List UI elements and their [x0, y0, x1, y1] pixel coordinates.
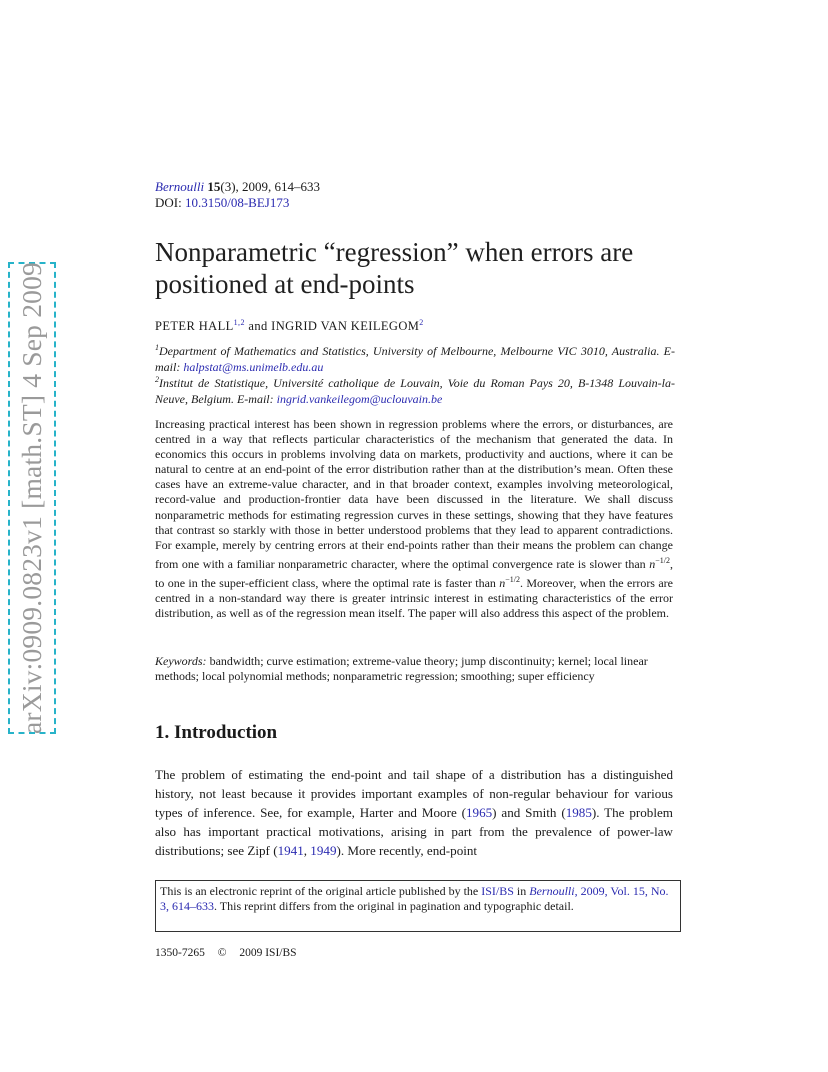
author-conjunction: and: [244, 319, 272, 333]
journal-issue-pages: (3), 2009, 614–633: [220, 179, 321, 194]
body-text: ). More recently, end-point: [336, 843, 478, 858]
notice-text: in: [513, 884, 530, 898]
section-title: Introduction: [174, 722, 278, 743]
citation-link[interactable]: 1941: [277, 843, 304, 858]
body-text: ) and Smith (: [492, 805, 566, 820]
author-name: INGRID VAN KEILEGOM: [271, 319, 420, 333]
citation-link[interactable]: 1949: [310, 843, 337, 858]
body-text: ,: [303, 843, 311, 858]
affiliation-text: Institut de Statistique, Université catholique de Louvain, Voie du Roman Pays 20, B-1348 Louvain-la-Neuve, Belgium. E-mail:: [155, 376, 675, 406]
affiliation-number: 1: [155, 343, 159, 352]
citation-link[interactable]: 1965: [465, 805, 493, 820]
abstract-text: Increasing practical interest has been shown in regression problems where the errors, or disturbances, are centred in a way that reflects particular characteristics of the mechanism that generated the data. In economics this occurs in problems involving data on markets, productivity and auctions, where it can be natural to centre at an end-point of the error distribution rather than at the distribution’s mean. Often these cases have an extreme-value character, and in that broader context, examples involving meteorological, record-value and production-frontier data have been discussed in the literature. We shall discuss nonparametric methods for estimating regression curves in these settings, showing that they have features that contrast so starkly with those in better understood problems that they lead to apparent contradictions. For example, merely by centring errors at their end-points rather than their means the problem can change from one with a familiar nonparametric character, where the optimal convergence rate is slower than: [155, 417, 673, 571]
paper-title: Nonparametric “regression” when errors are positioned at end-points: [155, 237, 634, 299]
affiliation: [155, 340, 675, 375]
author-list: [155, 318, 424, 334]
math-symbol: n: [649, 556, 656, 571]
copyright-holder: 2009 ISI/BS: [239, 947, 297, 959]
email-link[interactable]: halpstat@ms.unimelb.edu.au: [183, 360, 324, 374]
reprint-notice: [155, 880, 681, 932]
intro-paragraph: [155, 765, 673, 860]
publisher-link[interactable]: ISI/BS: [481, 884, 514, 898]
doi-line: [155, 195, 289, 211]
affiliation-marker[interactable]: 1,2: [233, 318, 245, 327]
math-exponent: −1/2: [655, 555, 670, 565]
body-text: ). The problem also has important practical motivations, arising in part from the prevalence of power-law distributions; see Zipf (: [155, 805, 673, 858]
affiliation: [155, 372, 675, 407]
page-footer: [155, 947, 307, 959]
keywords-text: bandwidth; curve estimation; extreme-value theory; jump discontinuity; kernel; local linear methods; local polynomial methods; nonparametric regression; smoothing; super efficiency: [155, 654, 648, 684]
arxiv-identifier: arXiv:0909.0823v1 [math.ST] 4 Sep 2009: [16, 262, 47, 734]
affiliation-marker[interactable]: 2: [419, 318, 424, 327]
body-text: The problem of estimating the end-point and tail shape of a distribution has a distinguished history, not least because it provides important examples of non-regular behaviour for various types of inference. See, for example, Harter and Moore (: [155, 767, 673, 820]
issn: 1350-7265: [155, 947, 205, 959]
section-number: 1.: [155, 722, 170, 743]
doi-link[interactable]: 10.3150/08-BEJ173: [184, 195, 290, 210]
journal-volume: 15: [207, 179, 221, 194]
citation-link[interactable]: 2009, Vol. 15, No. 3, 614–633: [160, 884, 669, 913]
journal-link[interactable]: Bernoulli: [155, 179, 205, 194]
affiliation-number: 2: [155, 375, 159, 384]
journal-citation: [155, 179, 320, 195]
affiliation-text: Department of Mathematics and Statistics, University of Melbourne, Melbourne VIC 3010, Australia. E-mail:: [155, 344, 675, 374]
email-link[interactable]: ingrid.vankeilegom@uclouvain.be: [276, 392, 443, 406]
abstract: [155, 417, 673, 621]
journal-link[interactable]: Bernoulli: [529, 884, 575, 898]
math-exponent: −1/2: [505, 574, 521, 584]
abstract-text: . Moreover, when the errors are centred in a non-standard way there is greater intrinsic interest in estimating characteristics of the error distribution, as well as of the regression mean itself. The paper will also address this aspect of the problem.: [155, 575, 674, 621]
notice-text: This is an electronic reprint of the original article published by the: [160, 884, 482, 898]
notice-text: . This reprint differs from the original in pagination and typographic detail.: [214, 899, 574, 913]
notice-text: ,: [574, 884, 581, 898]
abstract-text: , to one in the super-efficient class, where the optimal rate is faster than: [155, 556, 673, 590]
author-name: PETER HALL: [155, 319, 234, 333]
math-symbol: n: [499, 575, 506, 590]
doi-label: DOI:: [155, 195, 182, 210]
keywords-label: Keywords:: [155, 654, 207, 668]
copyright-symbol: ©: [217, 947, 227, 959]
keywords: [155, 654, 673, 684]
citation-link[interactable]: 1985: [565, 805, 592, 820]
section-heading: [155, 722, 277, 744]
